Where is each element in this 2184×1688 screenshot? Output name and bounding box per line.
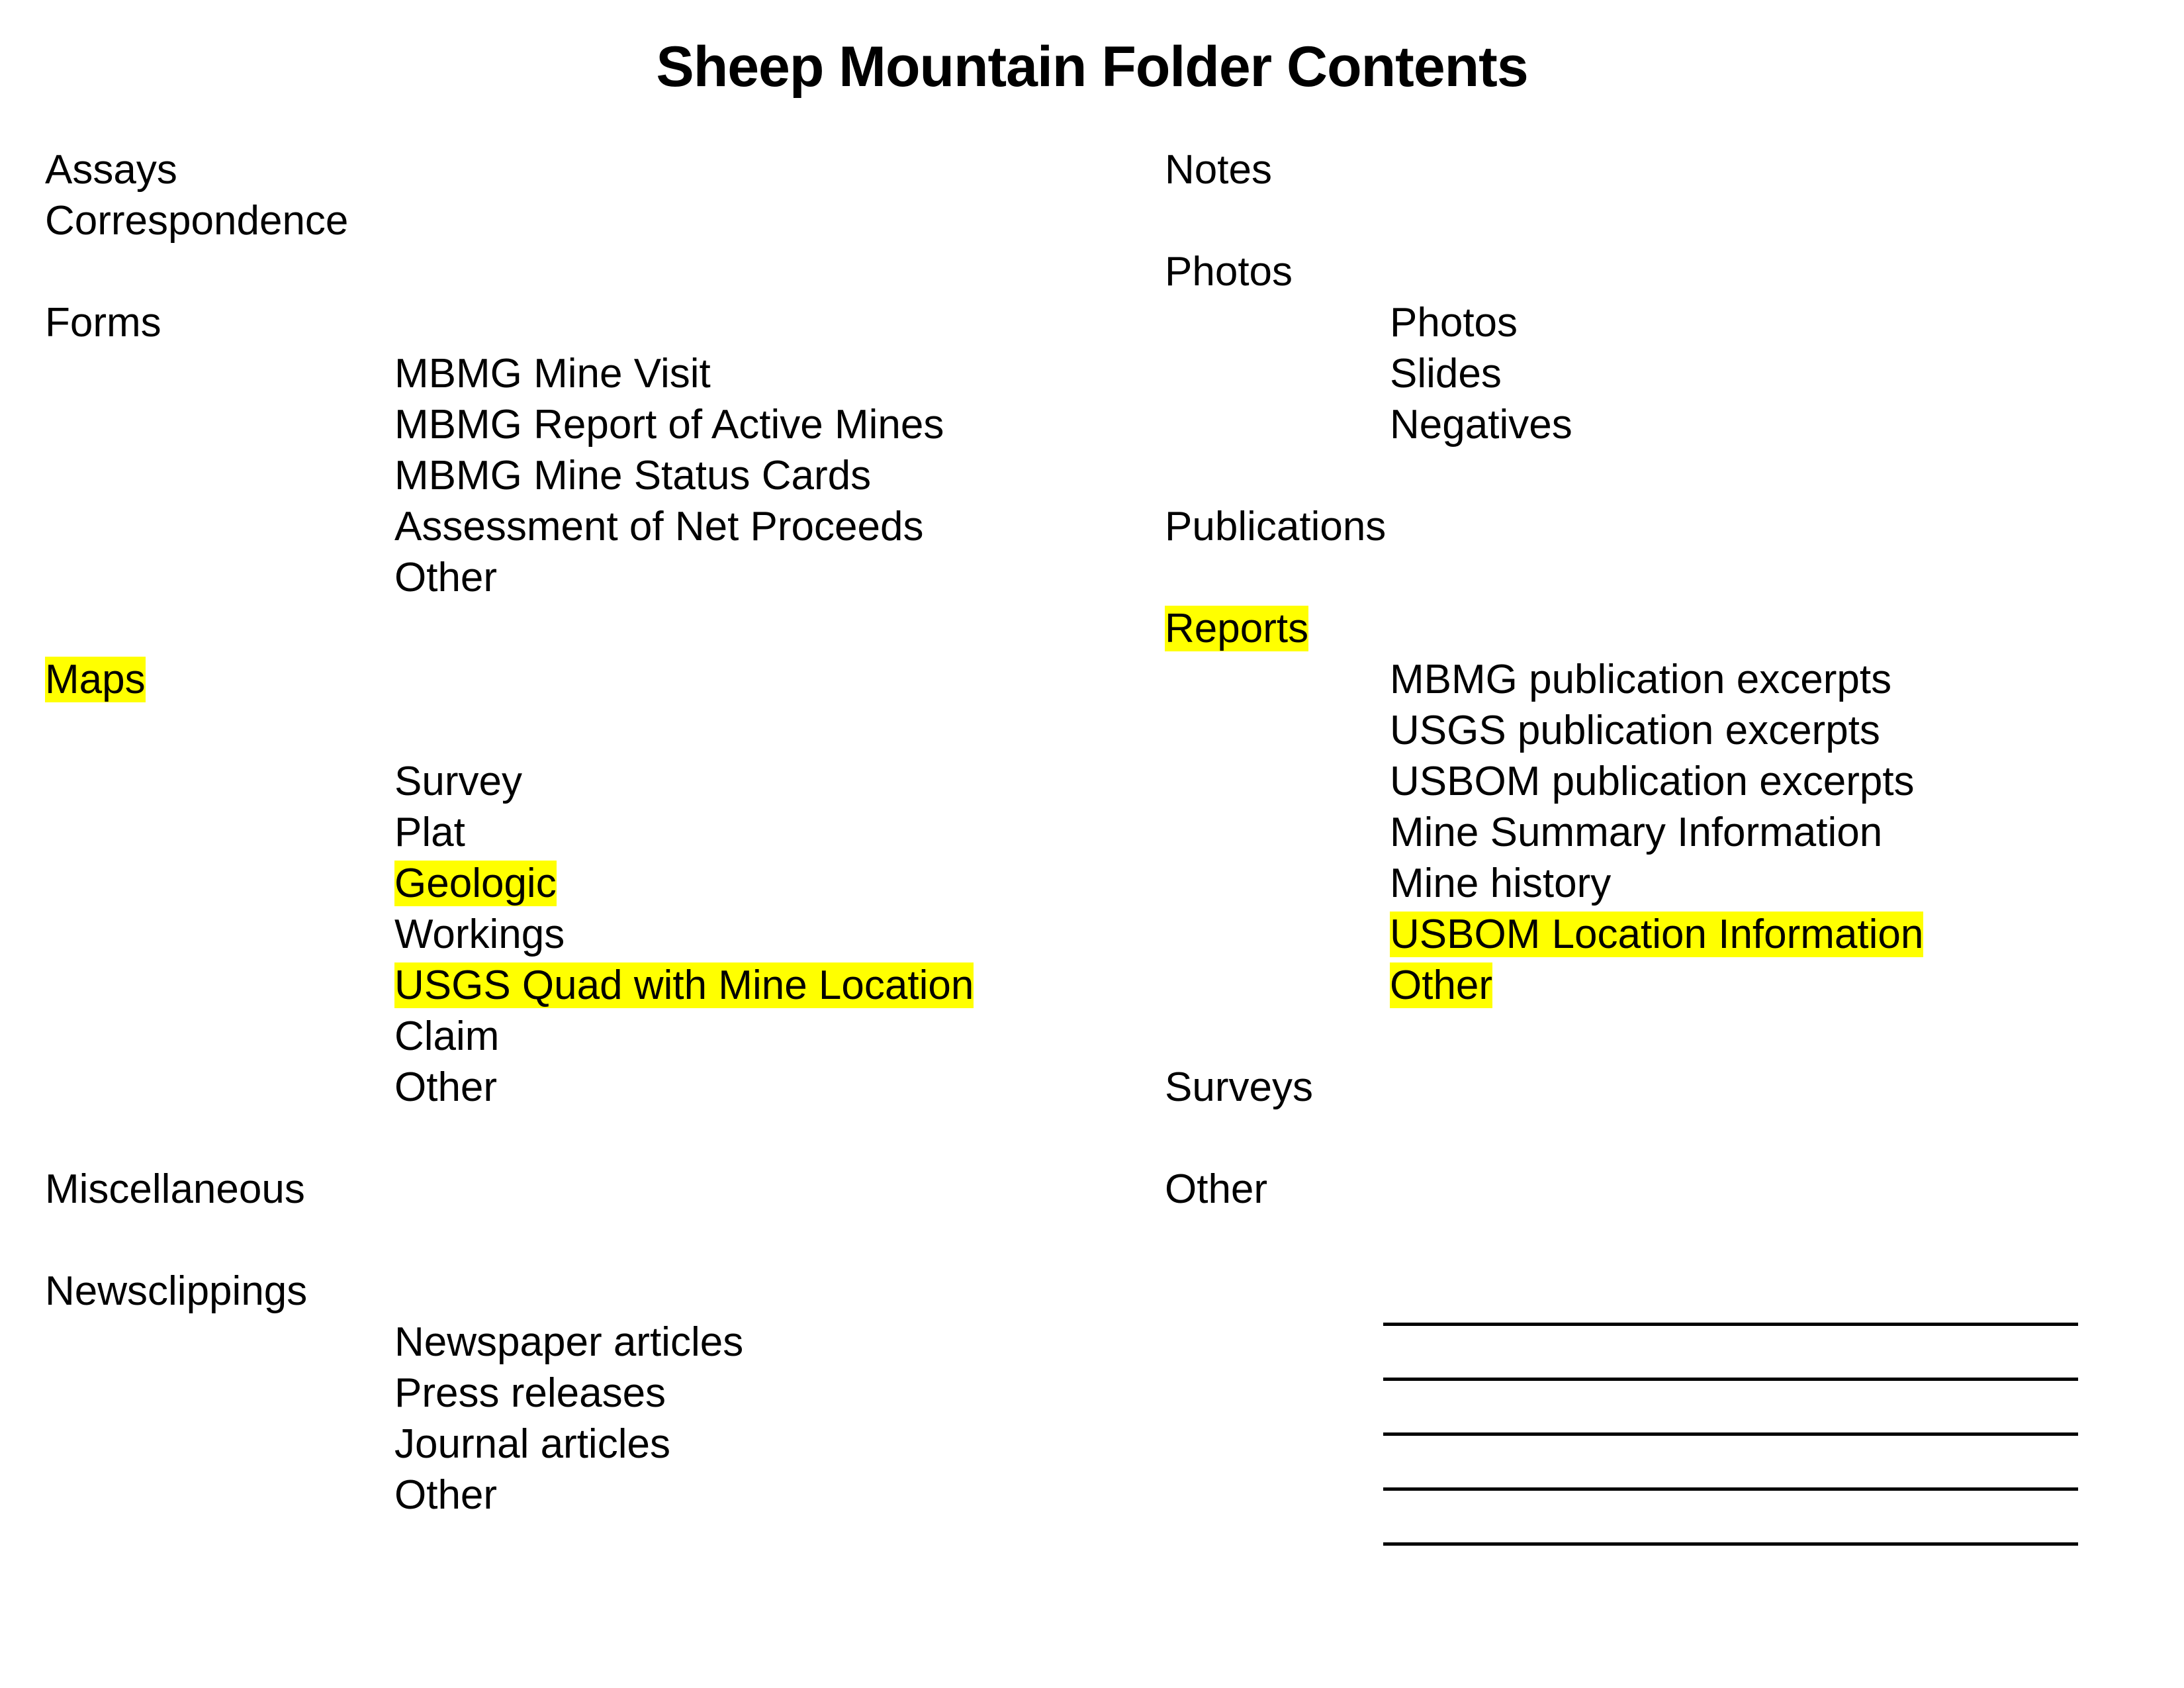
entry-mbmg-report-of-active-mines <box>45 399 1170 450</box>
spacer-row <box>45 1113 1170 1164</box>
entry-label: Other <box>1390 962 1493 1008</box>
entry-newsclippings <box>45 1266 1170 1317</box>
entry-label: USGS Quad with Mine Location <box>394 962 974 1008</box>
blank-line[interactable] <box>1383 1326 2078 1381</box>
blank-line[interactable] <box>1383 1436 2078 1491</box>
entry-label: Newspaper articles <box>394 1319 744 1365</box>
entry-label: Mine Summary Information <box>1390 810 1883 855</box>
entry-press-releases <box>45 1368 1170 1419</box>
blank-line[interactable] <box>1383 1271 2078 1326</box>
spacer-row <box>45 603 1170 654</box>
entry-label: Surveys <box>1165 1064 1313 1110</box>
spacer-row <box>45 1215 1170 1266</box>
entry-negatives <box>1165 399 2158 450</box>
entry-label: Maps <box>45 657 146 702</box>
spacer-row <box>45 246 1170 297</box>
blank-line[interactable] <box>1383 1491 2078 1546</box>
entry-photos <box>1165 246 2158 297</box>
entry-maps-other <box>45 1062 1170 1113</box>
entry-mbmg-publication-excerpts <box>1165 654 2158 705</box>
entry-label: Other <box>1165 1166 1268 1212</box>
entry-workings <box>45 909 1170 960</box>
entry-label: Press releases <box>394 1370 666 1416</box>
entry-label: Workings <box>394 912 565 957</box>
entry-label: Reports <box>1165 606 1309 651</box>
entry-label: Assays <box>45 147 177 193</box>
entry-miscellaneous <box>45 1164 1170 1215</box>
entry-label: Mine history <box>1390 861 1612 906</box>
entry-surveys <box>1165 1062 2158 1113</box>
entry-notes <box>1165 144 2158 195</box>
entry-label: USGS publication excerpts <box>1390 708 1880 753</box>
blank-line[interactable] <box>1383 1381 2078 1436</box>
entry-forms <box>45 297 1170 348</box>
left-column <box>45 144 1170 1521</box>
entry-plat <box>45 807 1170 858</box>
entry-correspondence <box>45 195 1170 246</box>
write-in-lines <box>1383 1271 2078 1546</box>
spacer-row <box>1165 1011 2158 1062</box>
entry-label: Journal articles <box>394 1421 670 1467</box>
entry-mine-history <box>1165 858 2158 909</box>
entry-label: Assessment of Net Proceeds <box>394 504 924 549</box>
entry-maps <box>45 654 1170 705</box>
entry-label: Other <box>394 555 498 600</box>
entry-journal-articles <box>45 1419 1170 1470</box>
entry-label: Other <box>394 1472 498 1518</box>
spacer-row <box>1165 195 2158 246</box>
entry-label: USBOM publication excerpts <box>1390 759 1915 804</box>
entry-label: Miscellaneous <box>45 1166 305 1212</box>
entry-assessment-of-net-proceeds <box>45 501 1170 552</box>
entry-slides <box>1165 348 2158 399</box>
entry-label: Geologic <box>394 861 557 906</box>
entry-reports <box>1165 603 2158 654</box>
entry-photos-photos <box>1165 297 2158 348</box>
entry-label: Plat <box>394 810 465 855</box>
entry-other <box>1165 1164 2158 1215</box>
entry-survey <box>45 756 1170 807</box>
spacer-row <box>1165 1113 2158 1164</box>
entry-label: Newsclippings <box>45 1268 308 1314</box>
entry-geologic <box>45 858 1170 909</box>
page-title: Sheep Mountain Folder Contents <box>656 35 1528 99</box>
entry-reports-other <box>1165 960 2158 1011</box>
entry-publications <box>1165 501 2158 552</box>
entry-label: Photos <box>1390 300 1518 346</box>
entry-label: Photos <box>1165 249 1293 295</box>
entry-newspaper-articles <box>45 1317 1170 1368</box>
entry-label: Other <box>394 1064 498 1110</box>
spacer-row <box>1165 552 2158 603</box>
entry-label: Negatives <box>1390 402 1572 447</box>
entry-label: Slides <box>1390 351 1502 397</box>
entry-forms-other <box>45 552 1170 603</box>
entry-label: Correspondence <box>45 198 349 244</box>
right-column <box>1165 144 2158 1215</box>
entry-mbmg-mine-visit <box>45 348 1170 399</box>
entry-usbom-location-information <box>1165 909 2158 960</box>
entry-label: Survey <box>394 759 522 804</box>
entry-newsclippings-other <box>45 1470 1170 1521</box>
entry-label: MBMG Mine Status Cards <box>394 453 872 498</box>
spacer-row <box>45 705 1170 756</box>
entry-usgs-publication-excerpts <box>1165 705 2158 756</box>
entry-label: Forms <box>45 300 161 346</box>
entry-usbom-publication-excerpts <box>1165 756 2158 807</box>
entry-claim <box>45 1011 1170 1062</box>
entry-label: USBOM Location Information <box>1390 912 1924 957</box>
entry-mbmg-mine-status-cards <box>45 450 1170 501</box>
entry-label: MBMG Mine Visit <box>394 351 711 397</box>
entry-label: MBMG publication excerpts <box>1390 657 1892 702</box>
entry-label: Publications <box>1165 504 1387 549</box>
entry-assays <box>45 144 1170 195</box>
entry-label: MBMG Report of Active Mines <box>394 402 944 447</box>
entry-usgs-quad-with-mine-location <box>45 960 1170 1011</box>
spacer-row <box>1165 450 2158 501</box>
entry-label: Notes <box>1165 147 1272 193</box>
entry-label: Claim <box>394 1013 500 1059</box>
entry-mine-summary-information <box>1165 807 2158 858</box>
